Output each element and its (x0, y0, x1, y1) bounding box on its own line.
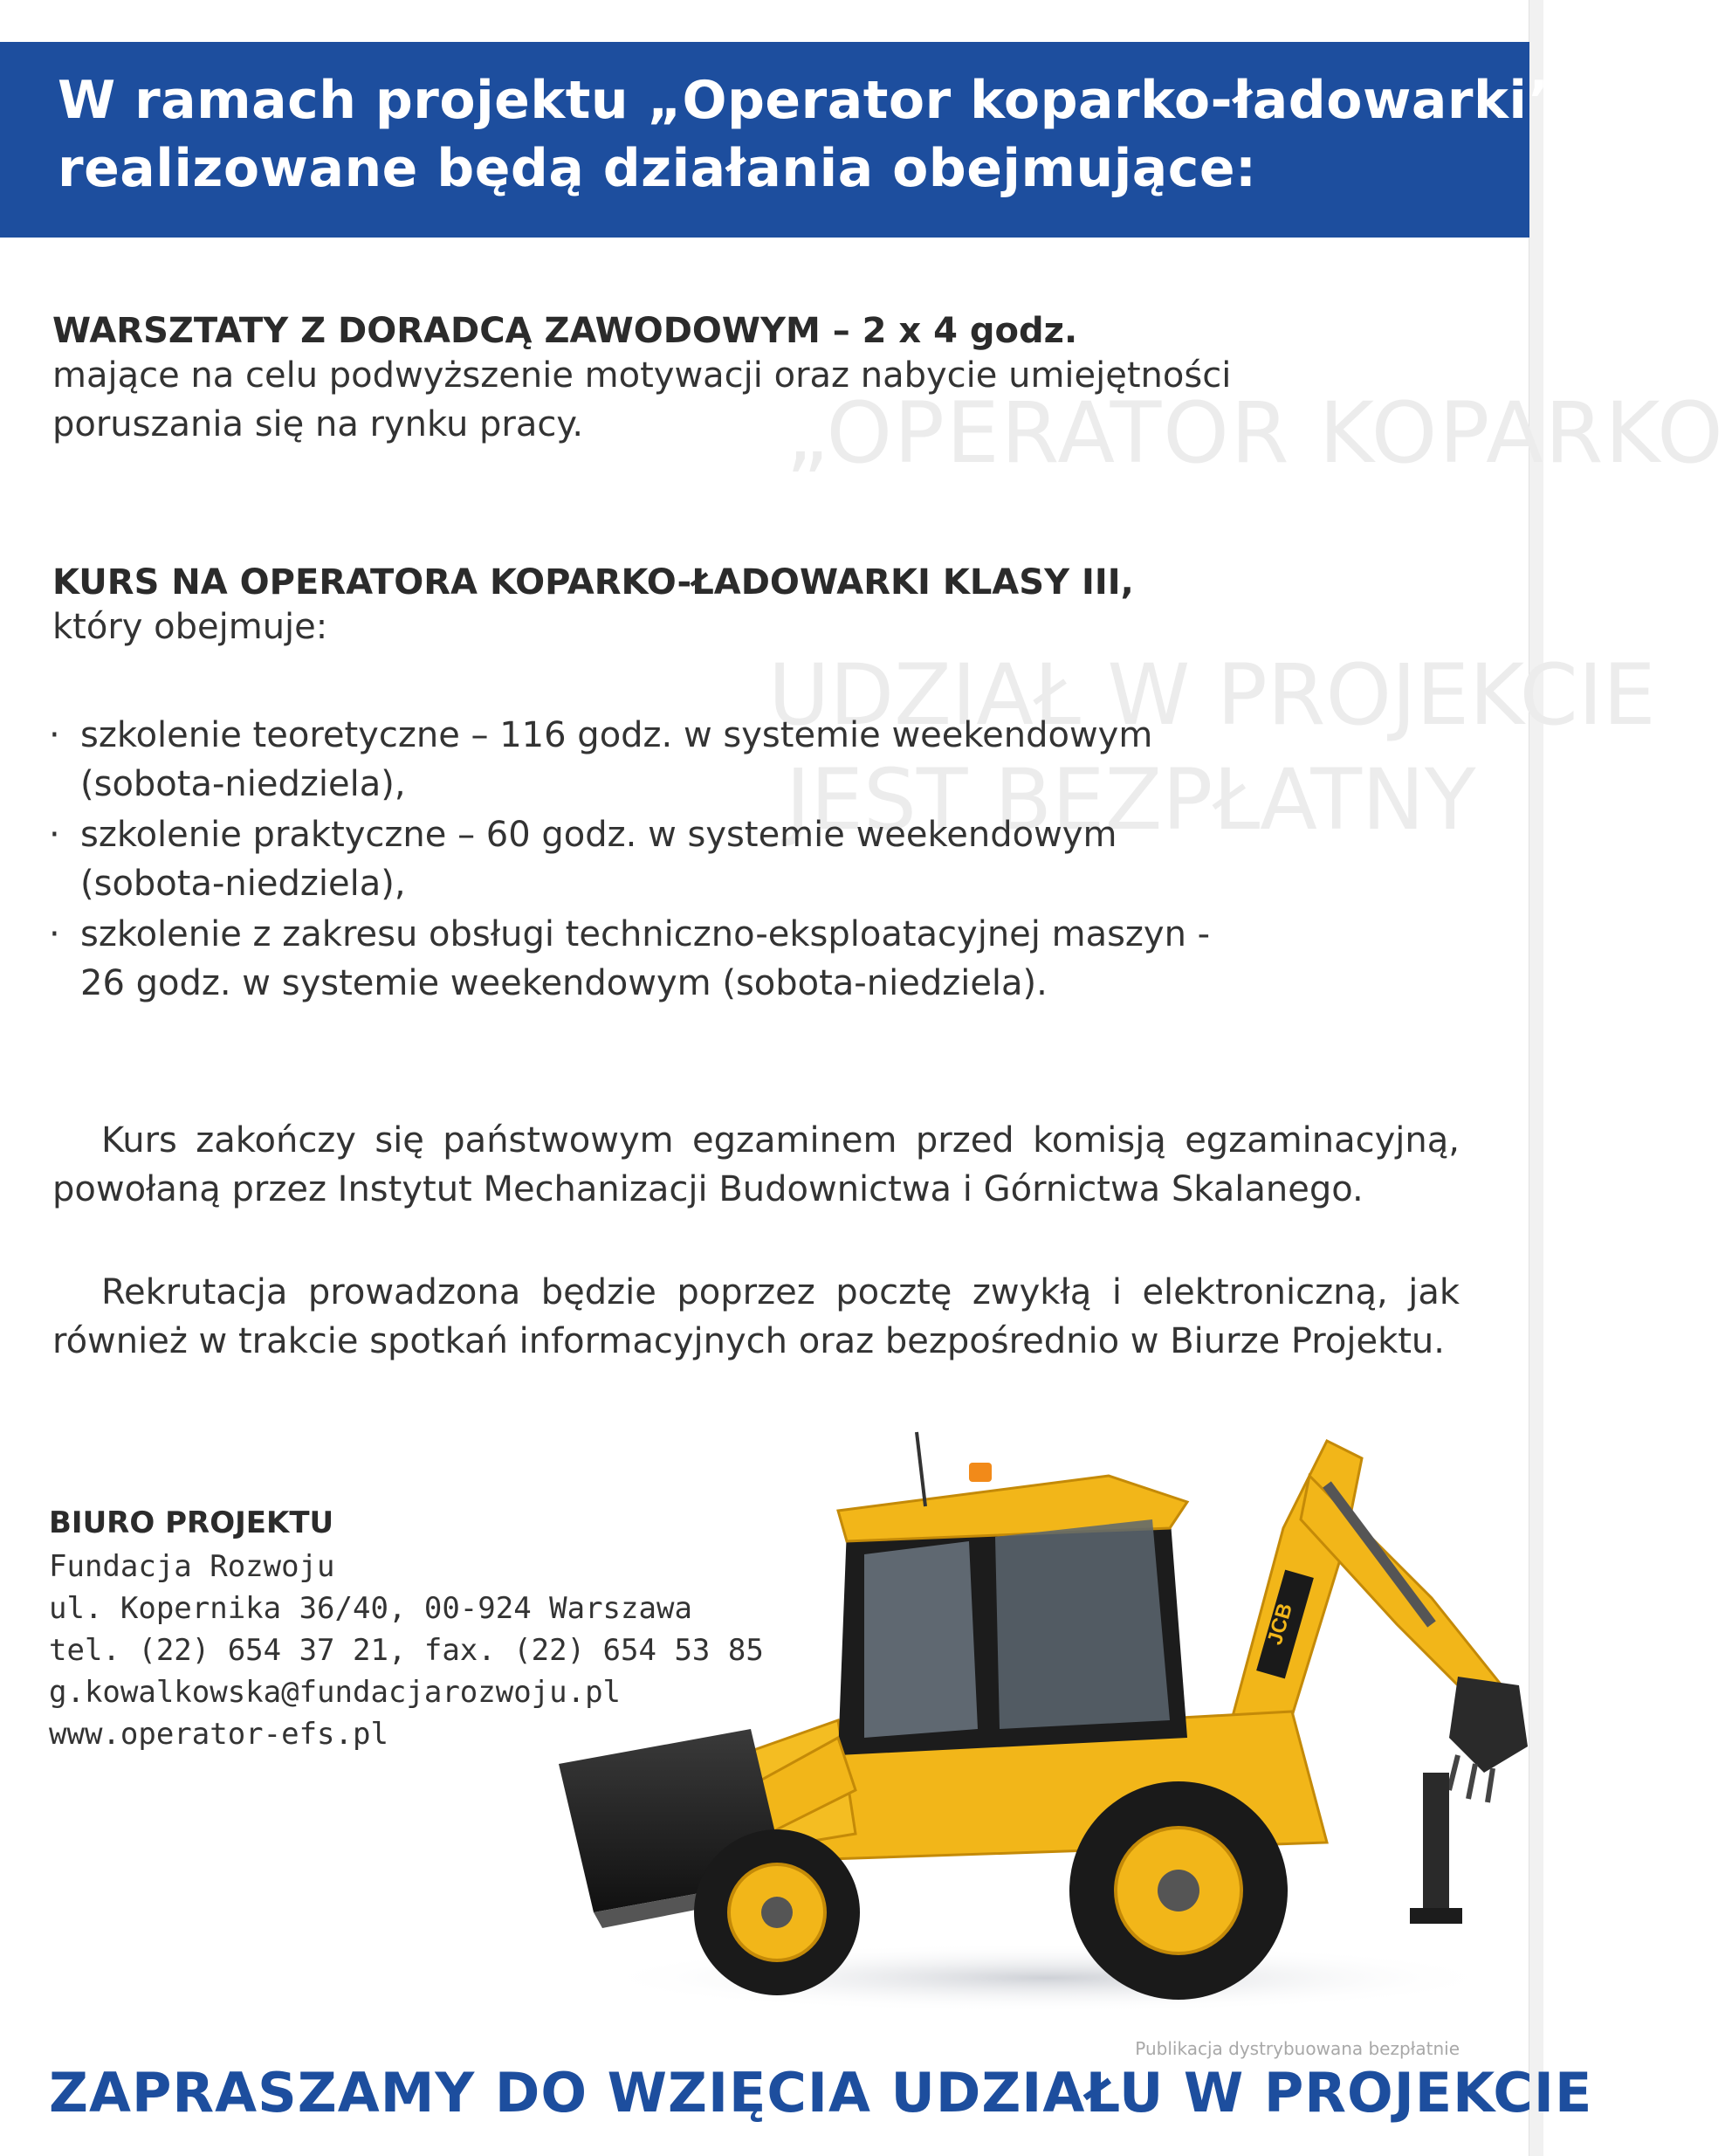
beacon-light (969, 1463, 992, 1482)
office-address: ul. Kopernika 36/40, 00-924 Warszawa (49, 1591, 692, 1626)
course-item-line-2: 26 godz. w systemie weekendowym (sobota-niedziela). (80, 963, 1048, 1003)
rear-wheel (1069, 1781, 1288, 2000)
show-through-text: JEST BEZPŁATNY (786, 751, 1476, 849)
course-item (49, 810, 1117, 908)
cab-window-side (995, 1519, 1170, 1729)
office-website[interactable]: www.operator-efs.pl (49, 1717, 388, 1752)
exam-paragraph-text: Kurs zakończy się państwowym egzaminem przed komisją egzaminacyjną, powołaną przez Instytut Mechanizacji Budownictwa i Górnictwa Skalanego. (52, 1120, 1460, 1209)
workshops-title: WARSZTATY Z DORADCĄ ZAWODOWYM – 2 x 4 godz. (52, 311, 1078, 351)
backhoe-loader-image (559, 1423, 1536, 2017)
bullet-icon: · (49, 815, 60, 855)
exam-paragraph (52, 1116, 1460, 1214)
antenna (917, 1432, 925, 1506)
stabilizer-leg (1423, 1773, 1449, 1912)
bullet-icon: · (49, 715, 60, 755)
course-subtitle: który obejmuje: (52, 607, 328, 647)
show-through-text: „OPERATOR KOPARKO (786, 384, 1725, 482)
show-through-text: UDZIAŁ W PROJEKCIE (768, 646, 1656, 744)
header-title-line-2: realizowane będą działania obejmujące: (58, 138, 1257, 199)
boom-decal-label: JCB (1262, 1601, 1298, 1648)
distribution-note: Publikacja dystrybuowana bezpłatnie (1135, 2038, 1460, 2059)
backhoe-bucket (1449, 1677, 1528, 1773)
workshops-description-line-1: mające na celu podwyższenie motywacji oraz nabycie umiejętności (52, 355, 1232, 396)
course-item-line-1: szkolenie praktyczne – 60 godz. w systemie weekendowym (80, 815, 1117, 855)
course-item (49, 711, 1152, 809)
header-title-line-1: W ramach projektu „Operator koparko-ładowarki” (58, 70, 1563, 131)
course-title: KURS NA OPERATORA KOPARKO-ŁADOWARKI KLASY III, (52, 562, 1134, 603)
course-item-line-2: (sobota-niedziela), (80, 864, 406, 904)
course-item (49, 910, 1210, 1008)
workshops-section (52, 311, 1231, 449)
workshops-description-line-2: poruszania się na rynku pracy. (52, 404, 584, 444)
footer-invitation: ZAPRASZAMY DO WZIĘCIA UDZIAŁU W PROJEKCIE (49, 2061, 1593, 2125)
course-item-line-1: szkolenie z zakresu obsługi techniczno-eksploatacyjnej maszyn - (80, 914, 1211, 954)
stabilizer-foot (1410, 1908, 1462, 1924)
front-wheel (694, 1829, 860, 1995)
office-phone: tel. (22) 654 37 21, fax. (22) 654 53 85 (49, 1633, 764, 1668)
office-organization: Fundacja Rozwoju (49, 1549, 335, 1584)
course-item-line-2: (sobota-niedziela), (80, 764, 406, 804)
cab-window-front (864, 1541, 978, 1738)
recruitment-paragraph (52, 1268, 1460, 1366)
office-title: BIURO PROJEKTU (49, 1505, 334, 1540)
recruitment-paragraph-text: Rekrutacja prowadzona będzie poprzez pocztę zwykłą i elektroniczną, jak również w trakcie spotkań informacyjnych oraz bezpośrednio w Biurze Projektu. (52, 1272, 1460, 1361)
course-section (52, 562, 1134, 651)
office-email[interactable]: g.kowalkowska@fundacjarozwoju.pl (49, 1675, 622, 1710)
bullet-icon: · (49, 914, 60, 954)
course-item-line-1: szkolenie teoretyczne – 116 godz. w systemie weekendowym (80, 715, 1153, 755)
